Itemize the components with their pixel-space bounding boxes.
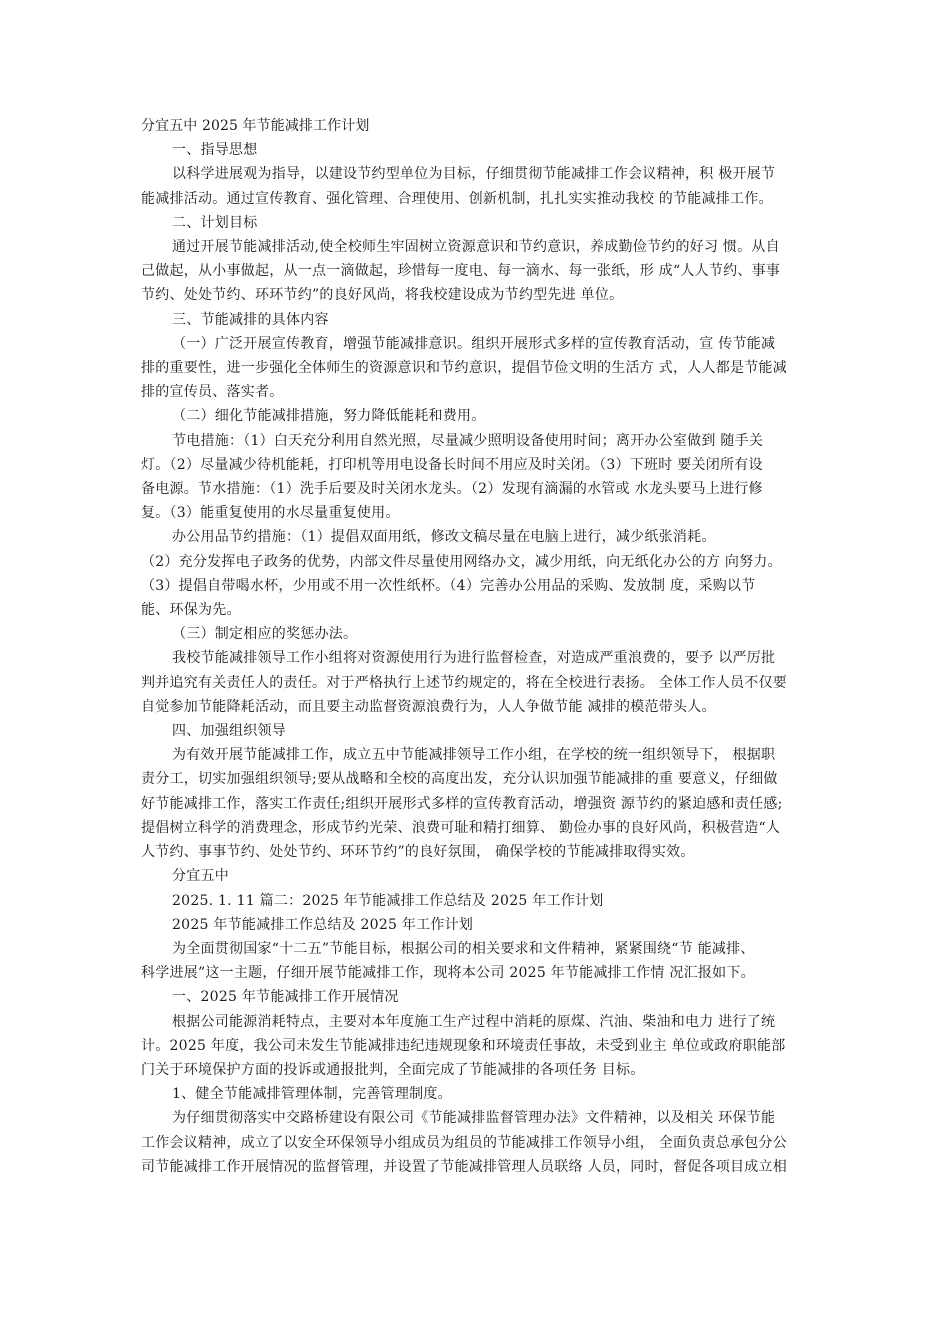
text-line: 2025. 1. 11 篇二：2025 年节能减排工作总结及 2025 年工作计划	[172, 892, 604, 909]
text-line: 二、计划目标	[172, 214, 258, 231]
text-line: 工作会议精神，成立了以安全环保领导小组成员为组员的节能减排工作领导小组， 全面负责总承包分公	[141, 1134, 787, 1151]
text-line: 一、2025 年节能减排工作开展情况	[172, 989, 399, 1006]
text-line: 为全面贯彻国家“十二五”节能目标，根据公司的相关要求和文件精神，紧紧围绕“节 能减排、	[172, 940, 755, 957]
text-line: 提倡树立科学的消费理念，形成节约光荣、浪费可耻和精打细算、 勤俭办事的良好风尚，积极营造“人	[141, 819, 781, 836]
text-line: 为有效开展节能减排工作，成立五中节能减排领导工作小组，在学校的统一组织领导下， 根据职	[172, 747, 776, 764]
text-line: 一、指导思想	[172, 142, 258, 159]
text-line: 自觉参加节能降耗活动，而且要主动监督资源浪费行为，人人争做节能 减排的模范带头人。	[141, 698, 716, 715]
text-line: 己做起，从小事做起，从一点一滴做起，珍惜每一度电、每一滴水、每一张纸，形 成“人人节约、事事	[141, 263, 781, 280]
text-line: （三）制定相应的奖惩办法。	[172, 626, 358, 643]
document-body	[141, 114, 821, 1179]
text-line: 办公用品节约措施：（1）提倡双面用纸，修改文稿尽量在电脑上进行，减少纸张消耗。	[172, 529, 716, 546]
text-line: 能减排活动。通过宣传教育、强化管理、合理使用、创新机制，扎扎实实推动我校 的节能减排工作。	[141, 190, 773, 207]
text-line: （一）广泛开展宣传教育，增强节能减排意识。组织开展形式多样的宣传教育活动，宣 传节能减	[172, 335, 776, 352]
text-line: 三、节能减排的具体内容	[172, 311, 329, 328]
text-line: 计。2025 年度，我公司未发生节能减排违纪违规现象和环境责任事故，未受到业主 单位或政府职能部	[141, 1037, 786, 1054]
text-line: 以科学进展观为指导，以建设节约型单位为目标，仔细贯彻节能减排工作会议精神，积 极开展节	[172, 166, 776, 183]
text-line: 排的宣传员、落实者。	[141, 384, 284, 401]
text-line: 判并追究有关责任人的责任。对于严格执行上述节约规定的，将在全校进行表扬。 全体工作人员不仅要	[141, 674, 787, 691]
text-line: 复。（3）能重复使用的水尽量重复使用。	[141, 505, 400, 522]
text-line: 灯。（2）尽量减少待机能耗，打印机等用电设备长时间不用应及时关闭。（3）下班时 要关闭所有设	[141, 456, 763, 473]
text-line: 四、加强组织领导	[172, 723, 286, 740]
text-line: 节电措施：（1）白天充分利用自然光照，尽量减少照明设备使用时间；离开办公室做到 随手关	[172, 432, 764, 449]
text-line: （2）充分发挥电子政务的优势，内部文件尽量使用网络办文，减少用纸，向无纸化办公的方 向努力。	[141, 553, 782, 570]
text-line: 责分工，切实加强组织领导;要从战略和全校的高度出发，充分认识加强节能减排的重 要意义，仔细做	[141, 771, 778, 788]
document-title: 分宜五中 2025 年节能减排工作计划	[141, 118, 370, 134]
text-line: 节约、处处节约、环环节约”的良好风尚，将我校建设成为节约型先进 单位。	[141, 287, 624, 304]
text-line: 好节能减排工作，落实工作责任;组织开展形式多样的宣传教育活动，增强资 源节约的紧迫感和责任感;	[141, 795, 783, 812]
text-line: 备电源。节水措施：（1）洗手后要及时关闭水龙头。（2）发现有滴漏的水管或 水龙头要马上进行修	[141, 481, 763, 498]
text-line: 科学进展”这一主题，仔细开展节能减排工作，现将本公司 2025 年节能减排工作情 况汇报如下。	[141, 965, 755, 982]
text-line: 人节约、事事节约、处处节约、环环节约”的良好氛围， 确保学校的节能减排取得实效。	[141, 844, 695, 861]
text-line: 排的重要性，进一步强化全体师生的资源意识和节约意识，提倡节俭文明的生活方 式，人人都是节能减	[141, 360, 787, 377]
text-line: 分宜五中	[172, 868, 229, 885]
text-line: 为仔细贯彻落实中交路桥建设有限公司《节能减排监督管理办法》文件精神，以及相关 环保节能	[172, 1110, 776, 1127]
text-line: （3）提倡自带喝水杯，少用或不用一次性纸杯。（4）完善办公用品的采购、发放制 度，采购以节	[141, 577, 756, 594]
text-line: 我校节能减排领导工作小组将对资源使用行为进行监督检查，对造成严重浪费的，要予 以严厉批	[172, 650, 776, 667]
text-line: 1、健全节能减排管理体制，完善管理制度。	[172, 1086, 452, 1103]
text-line: 司节能减排工作开展情况的监督管理，并设置了节能减排管理人员联络 人员，同时，督促各项目成立相	[141, 1158, 787, 1175]
text-line: 根据公司能源消耗特点，主要对本年度施工生产过程中消耗的原煤、汽油、柴油和电力 进行了统	[172, 1013, 776, 1030]
text-line: 2025 年节能减排工作总结及 2025 年工作计划	[172, 916, 474, 933]
text-line: 能、环保为先。	[141, 602, 241, 619]
text-line: 通过开展节能减排活动,使全校师生牢固树立资源意识和节约意识，养成勤俭节约的好习 惯。从自	[172, 239, 780, 256]
text-line: 门关于环境保护方面的投诉或通报批判，全面完成了节能减排的各项任务 目标。	[141, 1061, 645, 1078]
text-line: （二）细化节能减排措施，努力降低能耗和费用。	[172, 408, 486, 425]
